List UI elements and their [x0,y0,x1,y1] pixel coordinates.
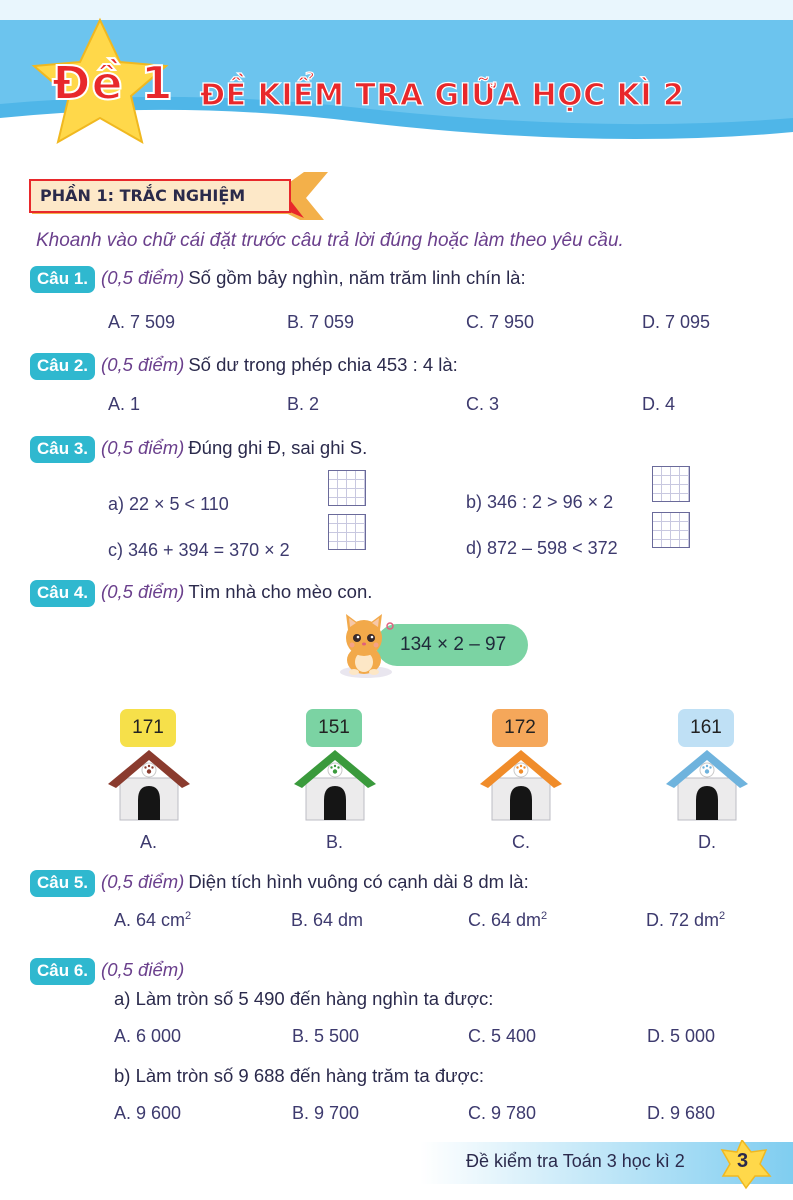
question-text: Đúng ghi Đ, sai ghi S. [188,437,368,458]
dog-house-icon[interactable] [104,744,194,824]
statement-d: d) 872 – 598 < 372 [466,538,618,558]
house-option-letter[interactable]: A. [140,832,158,852]
page-title: ĐỀ KIỂM TRA GIỮA HỌC KÌ 2 [200,78,685,113]
option-b[interactable]: B. 7 059 [287,312,355,332]
sub-question-b: b) Làm tròn số 9 688 đến hàng trăm ta được: [114,1065,485,1086]
option-a[interactable]: A. 1 [108,394,141,414]
option-a[interactable]: A. 7 509 [108,312,176,332]
section-label: PHẦN 1: TRẮC NGHIỆM [40,186,246,205]
house-number: 161 [678,709,734,747]
question-badge: Câu 1. [30,266,95,293]
dog-house-icon[interactable] [476,744,566,824]
option-a[interactable]: A. 6 000 [114,1026,182,1046]
question-4 [30,580,372,607]
question-badge: Câu 2. [30,353,95,380]
question-points: (0,5 điểm) [101,267,185,288]
option-c[interactable]: C. 3 [466,394,500,414]
option-c[interactable] [468,910,547,931]
question-points: (0,5 điểm) [101,354,185,375]
option-d[interactable]: D. 5 000 [647,1026,716,1046]
option-exponent: 2 [719,910,726,922]
option-exponent: 2 [541,910,548,922]
statement-b: b) 346 : 2 > 96 × 2 [466,492,614,512]
sub-question-a: a) Làm tròn số 5 490 đến hàng nghìn ta được: [114,988,494,1009]
option-d[interactable]: D. 4 [642,394,676,414]
option-text: B. 64 dm [291,910,364,930]
question-points: (0,5 điểm) [101,959,185,980]
option-d[interactable]: D. 9 680 [647,1103,716,1123]
house-number: 171 [120,709,176,747]
question-1 [30,266,526,293]
question-badge: Câu 4. [30,580,95,607]
statement-a: a) 22 × 5 < 110 [108,494,229,514]
expression-text: 134 × 2 – 97 [400,634,507,655]
footer-text: Đề kiểm tra Toán 3 học kì 2 [466,1151,685,1171]
statement-c: c) 346 + 394 = 370 × 2 [108,540,290,560]
answer-box-a[interactable] [328,470,366,506]
question-badge: Câu 6. [30,958,95,985]
option-text: D. 72 dm [646,910,720,930]
page-number: 3 [737,1150,749,1172]
test-label: Đề 1 [52,56,174,110]
house-option-letter[interactable]: B. [326,832,344,852]
answer-box-b[interactable] [652,466,690,502]
dog-house-icon[interactable] [290,744,380,824]
question-badge: Câu 5. [30,870,95,897]
option-text: A. 64 cm [114,910,186,930]
question-points: (0,5 điểm) [101,871,185,892]
option-exponent: 2 [185,910,192,922]
question-points: (0,5 điểm) [101,437,185,458]
option-c[interactable]: C. 7 950 [466,312,535,332]
option-b[interactable]: B. 2 [287,394,320,414]
option-b[interactable]: B. 9 700 [292,1103,360,1123]
question-3 [30,436,367,463]
question-5 [30,870,529,897]
answer-box-c[interactable] [328,514,366,550]
question-text: Diện tích hình vuông có cạnh dài 8 dm là: [188,871,529,892]
option-a[interactable]: A. 9 600 [114,1103,182,1123]
house-number: 172 [492,709,548,747]
question-6 [30,958,188,985]
option-c[interactable]: C. 5 400 [468,1026,537,1046]
answer-box-d[interactable] [652,512,690,548]
option-d[interactable] [646,910,725,931]
house-option-letter[interactable]: C. [512,832,530,852]
option-d[interactable]: D. 7 095 [642,312,711,332]
option-b[interactable]: B. 5 500 [292,1026,360,1046]
question-text: Số gồm bảy nghìn, năm trăm linh chín là: [188,267,526,288]
option-text: C. 64 dm [468,910,542,930]
kitten-icon [332,610,398,680]
option-b[interactable] [291,910,363,931]
question-points: (0,5 điểm) [101,581,185,602]
option-c[interactable]: C. 9 780 [468,1103,537,1123]
dog-house-icon[interactable] [662,744,752,824]
house-number: 151 [306,709,362,747]
house-option-letter[interactable]: D. [698,832,716,852]
option-a[interactable] [114,910,191,931]
question-2 [30,353,458,380]
question-text: Tìm nhà cho mèo con. [188,581,373,602]
instruction-text: Khoanh vào chữ cái đặt trước câu trả lời đúng hoặc làm theo yêu cầu. [36,230,624,251]
question-badge: Câu 3. [30,436,95,463]
question-text: Số dư trong phép chia 453 : 4 là: [188,354,458,375]
